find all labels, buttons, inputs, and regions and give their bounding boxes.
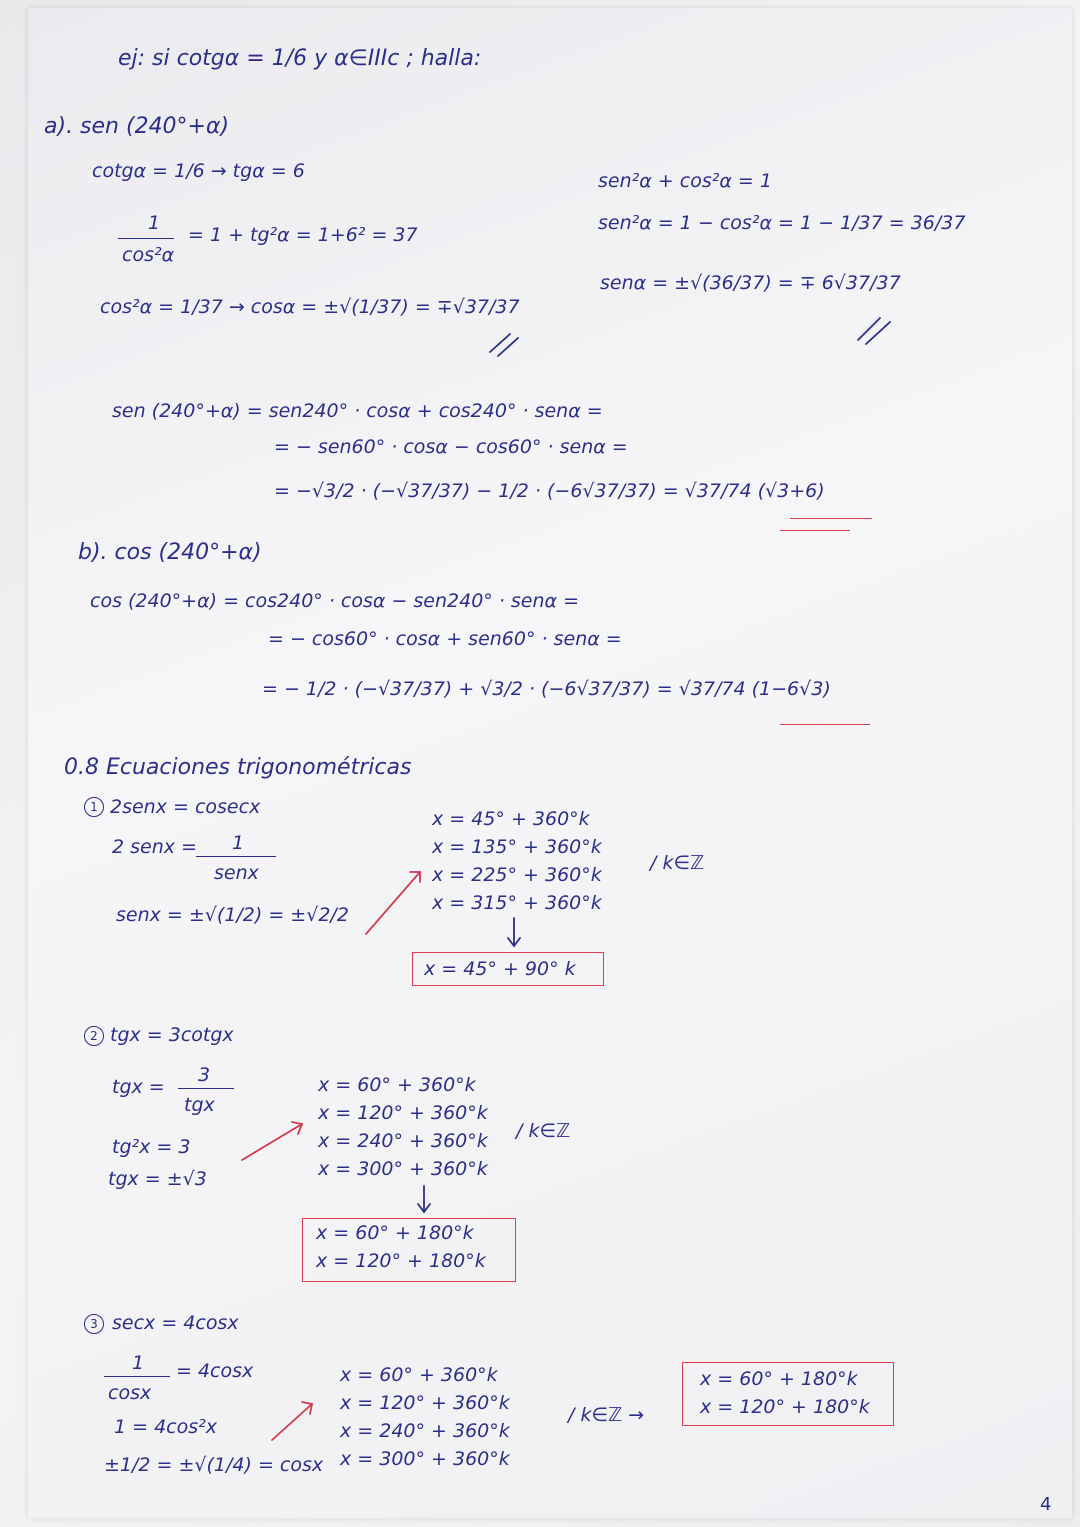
eq2-line-4: tgx = ±√3 [108, 1168, 207, 1190]
page-number: 4 [1040, 1494, 1052, 1515]
eq3-frac-num: 1 [132, 1352, 145, 1374]
item-number-1: 1 [84, 797, 104, 817]
eq2-line-3: tg²x = 3 [112, 1136, 191, 1158]
section-title: 0.8 Ecuaciones trigonométricas [64, 755, 412, 780]
eq1-sol-1: x = 45° + 360°k [432, 808, 590, 830]
eq3-sol-1: x = 60° + 360°k [340, 1364, 498, 1386]
eq2-statement: tgx = 3cotgx [110, 1024, 234, 1046]
eq3-line-2: = 4cosx [176, 1360, 254, 1382]
eq1-frac-den: senx [214, 862, 259, 884]
sum-formula-line-1: sen (240°+α) = sen240° · cosα + cos240° · senα = [112, 400, 603, 422]
eq3-final-2: x = 120° + 180°k [700, 1396, 870, 1418]
part-a-line-3: cos²α = 1/37 → cosα = ±√(1/37) = ∓√37/37 [100, 296, 520, 318]
eq2-domain: / k∈ℤ [516, 1120, 571, 1142]
sen-squared-line: sen²α = 1 − cos²α = 1 − 1/37 = 36/37 [598, 212, 966, 234]
eq2-line-2-left: tgx = [112, 1076, 165, 1098]
part-b-title: b). cos (240°+α) [78, 540, 262, 565]
part-b-line-2: = − cos60° · cosα + sen60° · senα = [268, 628, 622, 650]
eq3-final-1: x = 60° + 180°k [700, 1368, 858, 1390]
eq1-final: x = 45° + 90° k [424, 958, 576, 980]
eq2-sol-3: x = 240° + 360°k [318, 1130, 488, 1152]
problem-statement: ej: si cotgα = 1/6 y α∈IIIc ; halla: [118, 46, 482, 71]
part-b-line-3: = − 1/2 · (−√37/37) + √3/2 · (−6√37/37) = √37/74 (1−6√3) [262, 678, 831, 700]
eq1-sol-3: x = 225° + 360°k [432, 864, 602, 886]
eq1-sol-2: x = 135° + 360°k [432, 836, 602, 858]
eq1-statement: 2senx = cosecx [110, 796, 261, 818]
part-a-title: a). sen (240°+α) [44, 114, 230, 139]
part-b-line-1: cos (240°+α) = cos240° · cosα − sen240° · senα = [90, 590, 580, 612]
eq2-frac-den: tgx [184, 1094, 215, 1116]
eq3-statement: secx = 4cosx [112, 1312, 239, 1334]
sen-value-line: senα = ±√(36/37) = ∓ 6√37/37 [600, 272, 901, 294]
eq1-frac-num: 1 [232, 832, 245, 854]
eq3-line-4: ±1/2 = ±√(1/4) = cosx [104, 1454, 324, 1476]
sum-formula-line-3: = −√3/2 · (−√37/37) − 1/2 · (−6√37/37) = √37/74 (√3+6) [274, 480, 825, 502]
eq2-final-1: x = 60° + 180°k [316, 1222, 474, 1244]
eq2-sol-4: x = 300° + 360°k [318, 1158, 488, 1180]
eq3-sol-2: x = 120° + 360°k [340, 1392, 510, 1414]
eq3-sol-3: x = 240° + 360°k [340, 1420, 510, 1442]
part-a-frac-den: cos²α [122, 244, 175, 266]
part-a-line-1: cotgα = 1/6 → tgα = 6 [92, 160, 305, 182]
eq2-sol-2: x = 120° + 360°k [318, 1102, 488, 1124]
item-number-3: 3 [84, 1314, 104, 1334]
eq2-final-2: x = 120° + 180°k [316, 1250, 486, 1272]
eq3-frac-den: cosx [108, 1382, 152, 1404]
eq2-sol-1: x = 60° + 360°k [318, 1074, 476, 1096]
sum-formula-line-2: = − sen60° · cosα − cos60° · senα = [274, 436, 628, 458]
eq1-sol-4: x = 315° + 360°k [432, 892, 602, 914]
eq1-line-3: senx = ±√(1/2) = ±√2/2 [116, 904, 349, 926]
eq3-domain: / k∈ℤ → [568, 1404, 645, 1426]
eq3-sol-4: x = 300° + 360°k [340, 1448, 510, 1470]
eq1-domain: / k∈ℤ [650, 852, 705, 874]
part-a-line-2: = 1 + tg²α = 1+6² = 37 [188, 224, 418, 246]
item-number-2: 2 [84, 1026, 104, 1046]
part-a-frac-num: 1 [148, 212, 161, 234]
eq1-line-2-left: 2 senx = [112, 836, 197, 858]
eq2-frac-num: 3 [198, 1064, 211, 1086]
identity-line: sen²α + cos²α = 1 [598, 170, 772, 192]
eq3-line-3: 1 = 4cos²x [114, 1416, 218, 1438]
